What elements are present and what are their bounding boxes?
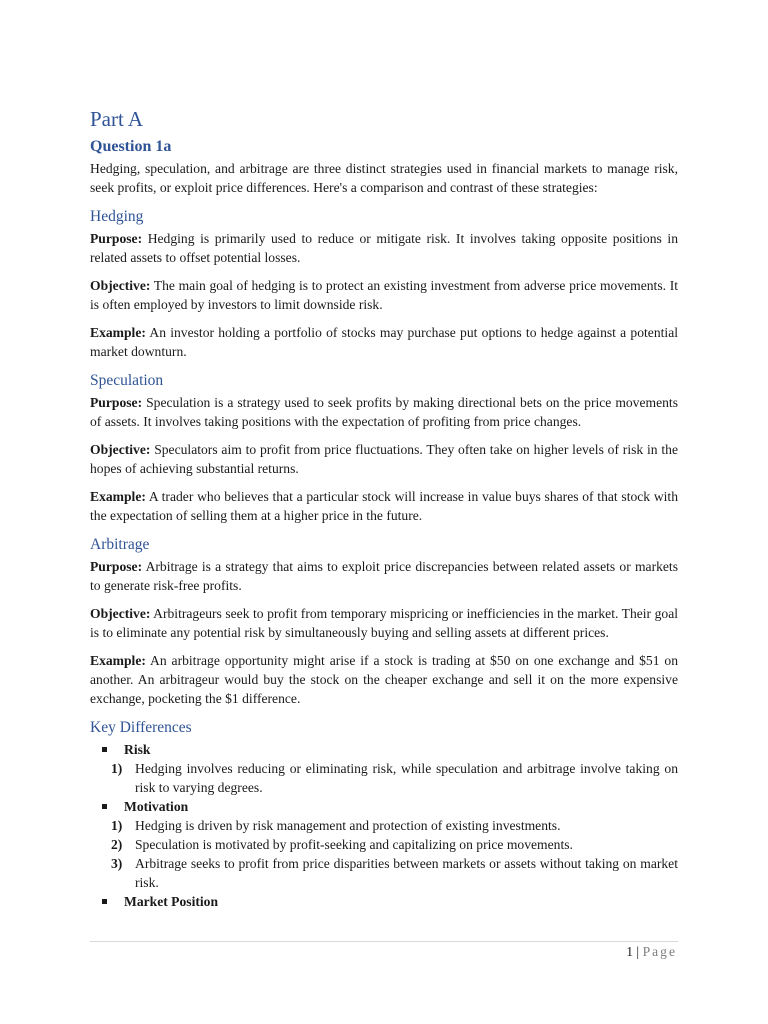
- page-label: Page: [642, 944, 677, 959]
- footer-separator: |: [636, 944, 640, 959]
- paragraph-label: Example:: [90, 489, 146, 504]
- item-number: 1): [111, 761, 123, 776]
- section-paragraph: [90, 557, 678, 595]
- paragraph-label: Purpose:: [90, 559, 143, 574]
- item-number: 1): [111, 818, 123, 833]
- paragraph-text: An investor holding a portfolio of stocks may purchase put options to hedge against a potential market downturn.: [90, 325, 678, 359]
- paragraph-text: Speculators aim to profit from price fluctuations. They often take on higher levels of risk in the hopes of achieving substantial returns.: [90, 442, 678, 476]
- document-body: [90, 106, 678, 911]
- square-bullet-icon: [102, 899, 107, 904]
- item-number: 3): [111, 856, 123, 871]
- section-paragraph: [90, 276, 678, 314]
- section-paragraph: [90, 393, 678, 431]
- bullet-label: Motivation: [124, 799, 189, 814]
- numbered-item: [90, 835, 678, 854]
- item-text: Hedging is driven by risk management and protection of existing investments.: [135, 818, 561, 833]
- item-text: Hedging involves reducing or eliminating risk, while speculation and arbitrage involve taking on risk to varying degrees.: [135, 761, 678, 795]
- section-speculation: [90, 371, 678, 525]
- paragraph-text: Hedging is primarily used to reduce or mitigate risk. It involves taking opposite positions in related assets to offset potential losses.: [90, 231, 678, 265]
- paragraph-label: Objective:: [90, 606, 151, 621]
- paragraph-text: Speculation is a strategy used to seek profits by making directional bets on the price movements of assets. It involves taking positions with the expectation of profiting from price changes.: [90, 395, 678, 429]
- numbered-item: [90, 816, 678, 835]
- section-paragraph: [90, 323, 678, 361]
- page-footer: [90, 943, 677, 961]
- paragraph-text: Arbitrageurs seek to profit from temporary mispricing or inefficiencies in the market. Their goal is to eliminate any potential risk by simultaneously buying and selling assets at different prices.: [90, 606, 678, 640]
- item-text: Arbitrage seeks to profit from price disparities between markets or assets without taking on market risk.: [135, 856, 678, 890]
- section-arbitrage: [90, 535, 678, 708]
- intro-paragraph: Hedging, speculation, and arbitrage are three distinct strategies used in financial markets to manage risk, seek profits, or exploit price differences. Here's a comparison and contrast of these strategies:: [90, 161, 678, 195]
- bullet-label: Risk: [124, 742, 151, 757]
- paragraph-label: Purpose:: [90, 395, 143, 410]
- paragraph-text: The main goal of hedging is to protect an existing investment from adverse price movements. It is often employed by investors to limit downside risk.: [90, 278, 678, 312]
- section-heading: Hedging: [90, 208, 144, 225]
- section-key-differences: [90, 718, 678, 911]
- section-heading: Key Differences: [90, 719, 192, 736]
- bullet-label: Market Position: [124, 894, 219, 909]
- section-heading: Speculation: [90, 372, 164, 389]
- numbered-list-container: [90, 816, 678, 892]
- section-hedging: [90, 207, 678, 361]
- numbered-list: [90, 816, 678, 892]
- numbered-item: [90, 759, 678, 797]
- section-paragraph: [90, 440, 678, 478]
- numbered-item: [90, 854, 678, 892]
- paragraph-label: Objective:: [90, 442, 151, 457]
- paragraph-text: A trader who believes that a particular stock will increase in value buys shares of that stock with the expectation of selling them at a higher price in the future.: [90, 489, 678, 523]
- numbered-list-container: [90, 759, 678, 797]
- square-bullet-icon: [102, 804, 107, 809]
- numbered-list: [90, 759, 678, 797]
- section-paragraph: [90, 487, 678, 525]
- section-heading: Arbitrage: [90, 536, 150, 553]
- paragraph-label: Objective:: [90, 278, 151, 293]
- paragraph-label: Purpose:: [90, 231, 143, 246]
- paragraph-label: Example:: [90, 653, 146, 668]
- item-number: 2): [111, 837, 123, 852]
- key-differences-list: [90, 740, 678, 911]
- paragraph-label: Example:: [90, 325, 146, 340]
- question-title: Question 1a: [90, 138, 172, 155]
- page-number: 1: [626, 944, 634, 959]
- footer-divider: [90, 941, 678, 942]
- bullet-item: [90, 740, 678, 759]
- paragraph-text: Arbitrage is a strategy that aims to exploit price discrepancies between related assets or markets to generate risk-free profits.: [90, 559, 678, 593]
- paragraph-text: An arbitrage opportunity might arise if a stock is trading at $50 on one exchange and $51 on another. An arbitrageur would buy the stock on the cheaper exchange and sell it on the more expensive exchange, pocketing the $1 difference.: [90, 653, 678, 706]
- bullet-item: [90, 797, 678, 816]
- section-paragraph: [90, 604, 678, 642]
- bullet-item: [90, 892, 678, 911]
- section-paragraph: [90, 651, 678, 708]
- item-text: Speculation is motivated by profit-seeking and capitalizing on price movements.: [135, 837, 573, 852]
- section-paragraph: [90, 229, 678, 267]
- part-title: Part A: [90, 107, 144, 131]
- square-bullet-icon: [102, 747, 107, 752]
